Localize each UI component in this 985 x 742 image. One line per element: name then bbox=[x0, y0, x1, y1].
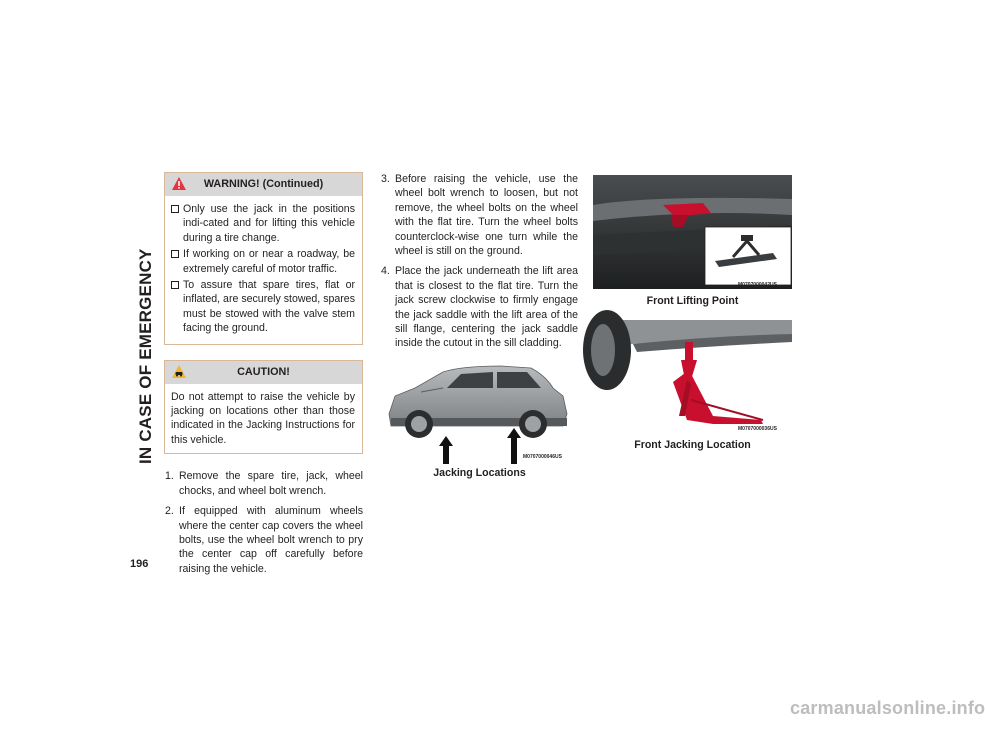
step-item: 1. Remove the spare tire, jack, wheel chocks, and wheel bolt wrench. bbox=[165, 470, 363, 497]
step-item: 2. If equipped with aluminum wheels where the center cap covers the wheel bolts, use the wheel bolt wrench to pry the center cap off carefully before raising the vehicle. bbox=[165, 505, 363, 575]
caution-body: Do not attempt to raise the vehicle by jacking on locations other than those indicated in the Jacking Instructions for this vehicle. bbox=[171, 390, 355, 446]
step-item: 3. Before raising the vehicle, use the wheel bolt wrench to loosen, but not remove, the wheel bolts on the wheel with the flat tire. Turn the wheel bolts counterclock-wise one turn while the wheel is still on the ground. bbox=[381, 173, 578, 258]
figure-code: M0707000042US bbox=[738, 282, 777, 288]
warning-triangle-icon bbox=[171, 176, 187, 191]
warning-bullet: If working on or near a roadway, be extremely careful of motor traffic. bbox=[171, 247, 355, 276]
caution-vehicle-icon bbox=[171, 364, 187, 379]
footer-watermark: carmanualsonline.info bbox=[790, 698, 985, 718]
jacking-locations-caption: Jacking Locations bbox=[433, 467, 526, 479]
front-lifting-point-caption: Front Lifting Point bbox=[646, 295, 739, 307]
warning-title: WARNING! (Continued) bbox=[203, 178, 324, 191]
caution-box bbox=[164, 360, 363, 455]
warning-box bbox=[164, 172, 363, 345]
bullet-square-icon bbox=[171, 250, 179, 258]
bullet-square-icon bbox=[171, 205, 179, 213]
step-item: 4. Place the jack underneath the lift area that is closest to the flat tire. Turn the jack screw clockwise to firmly engage the jack saddle with the lift area of the sill flange, centering the jack saddle inside the cutout in the sill cladding. bbox=[381, 265, 578, 350]
page-number: 196 bbox=[130, 558, 149, 570]
warning-bullet: Only use the jack in the positions indi-cated and for lifting this vehicle during a tire change. bbox=[171, 202, 355, 245]
section-tab: IN CASE OF EMERGENCY bbox=[136, 248, 155, 465]
caution-title: CAUTION! bbox=[237, 365, 290, 378]
middle-column bbox=[381, 172, 578, 357]
bullet-square-icon bbox=[171, 281, 179, 289]
warning-body bbox=[165, 196, 362, 344]
steps-left bbox=[165, 469, 363, 576]
front-jacking-location-caption: Front Jacking Location bbox=[634, 439, 751, 451]
warning-bullet: To assure that spare tires, flat or inflated, are securely stowed, spares must be stowed with the valve stem facing the ground. bbox=[171, 278, 355, 336]
figure-code: M0707000036US bbox=[738, 426, 777, 432]
left-column bbox=[164, 172, 363, 582]
front-lifting-point-image bbox=[593, 175, 792, 289]
warning-header bbox=[165, 173, 362, 196]
front-jacking-location-image bbox=[593, 320, 792, 432]
figure-code: M0707000046US bbox=[523, 454, 562, 460]
caution-header bbox=[165, 361, 362, 384]
jacking-locations-image bbox=[381, 352, 578, 464]
